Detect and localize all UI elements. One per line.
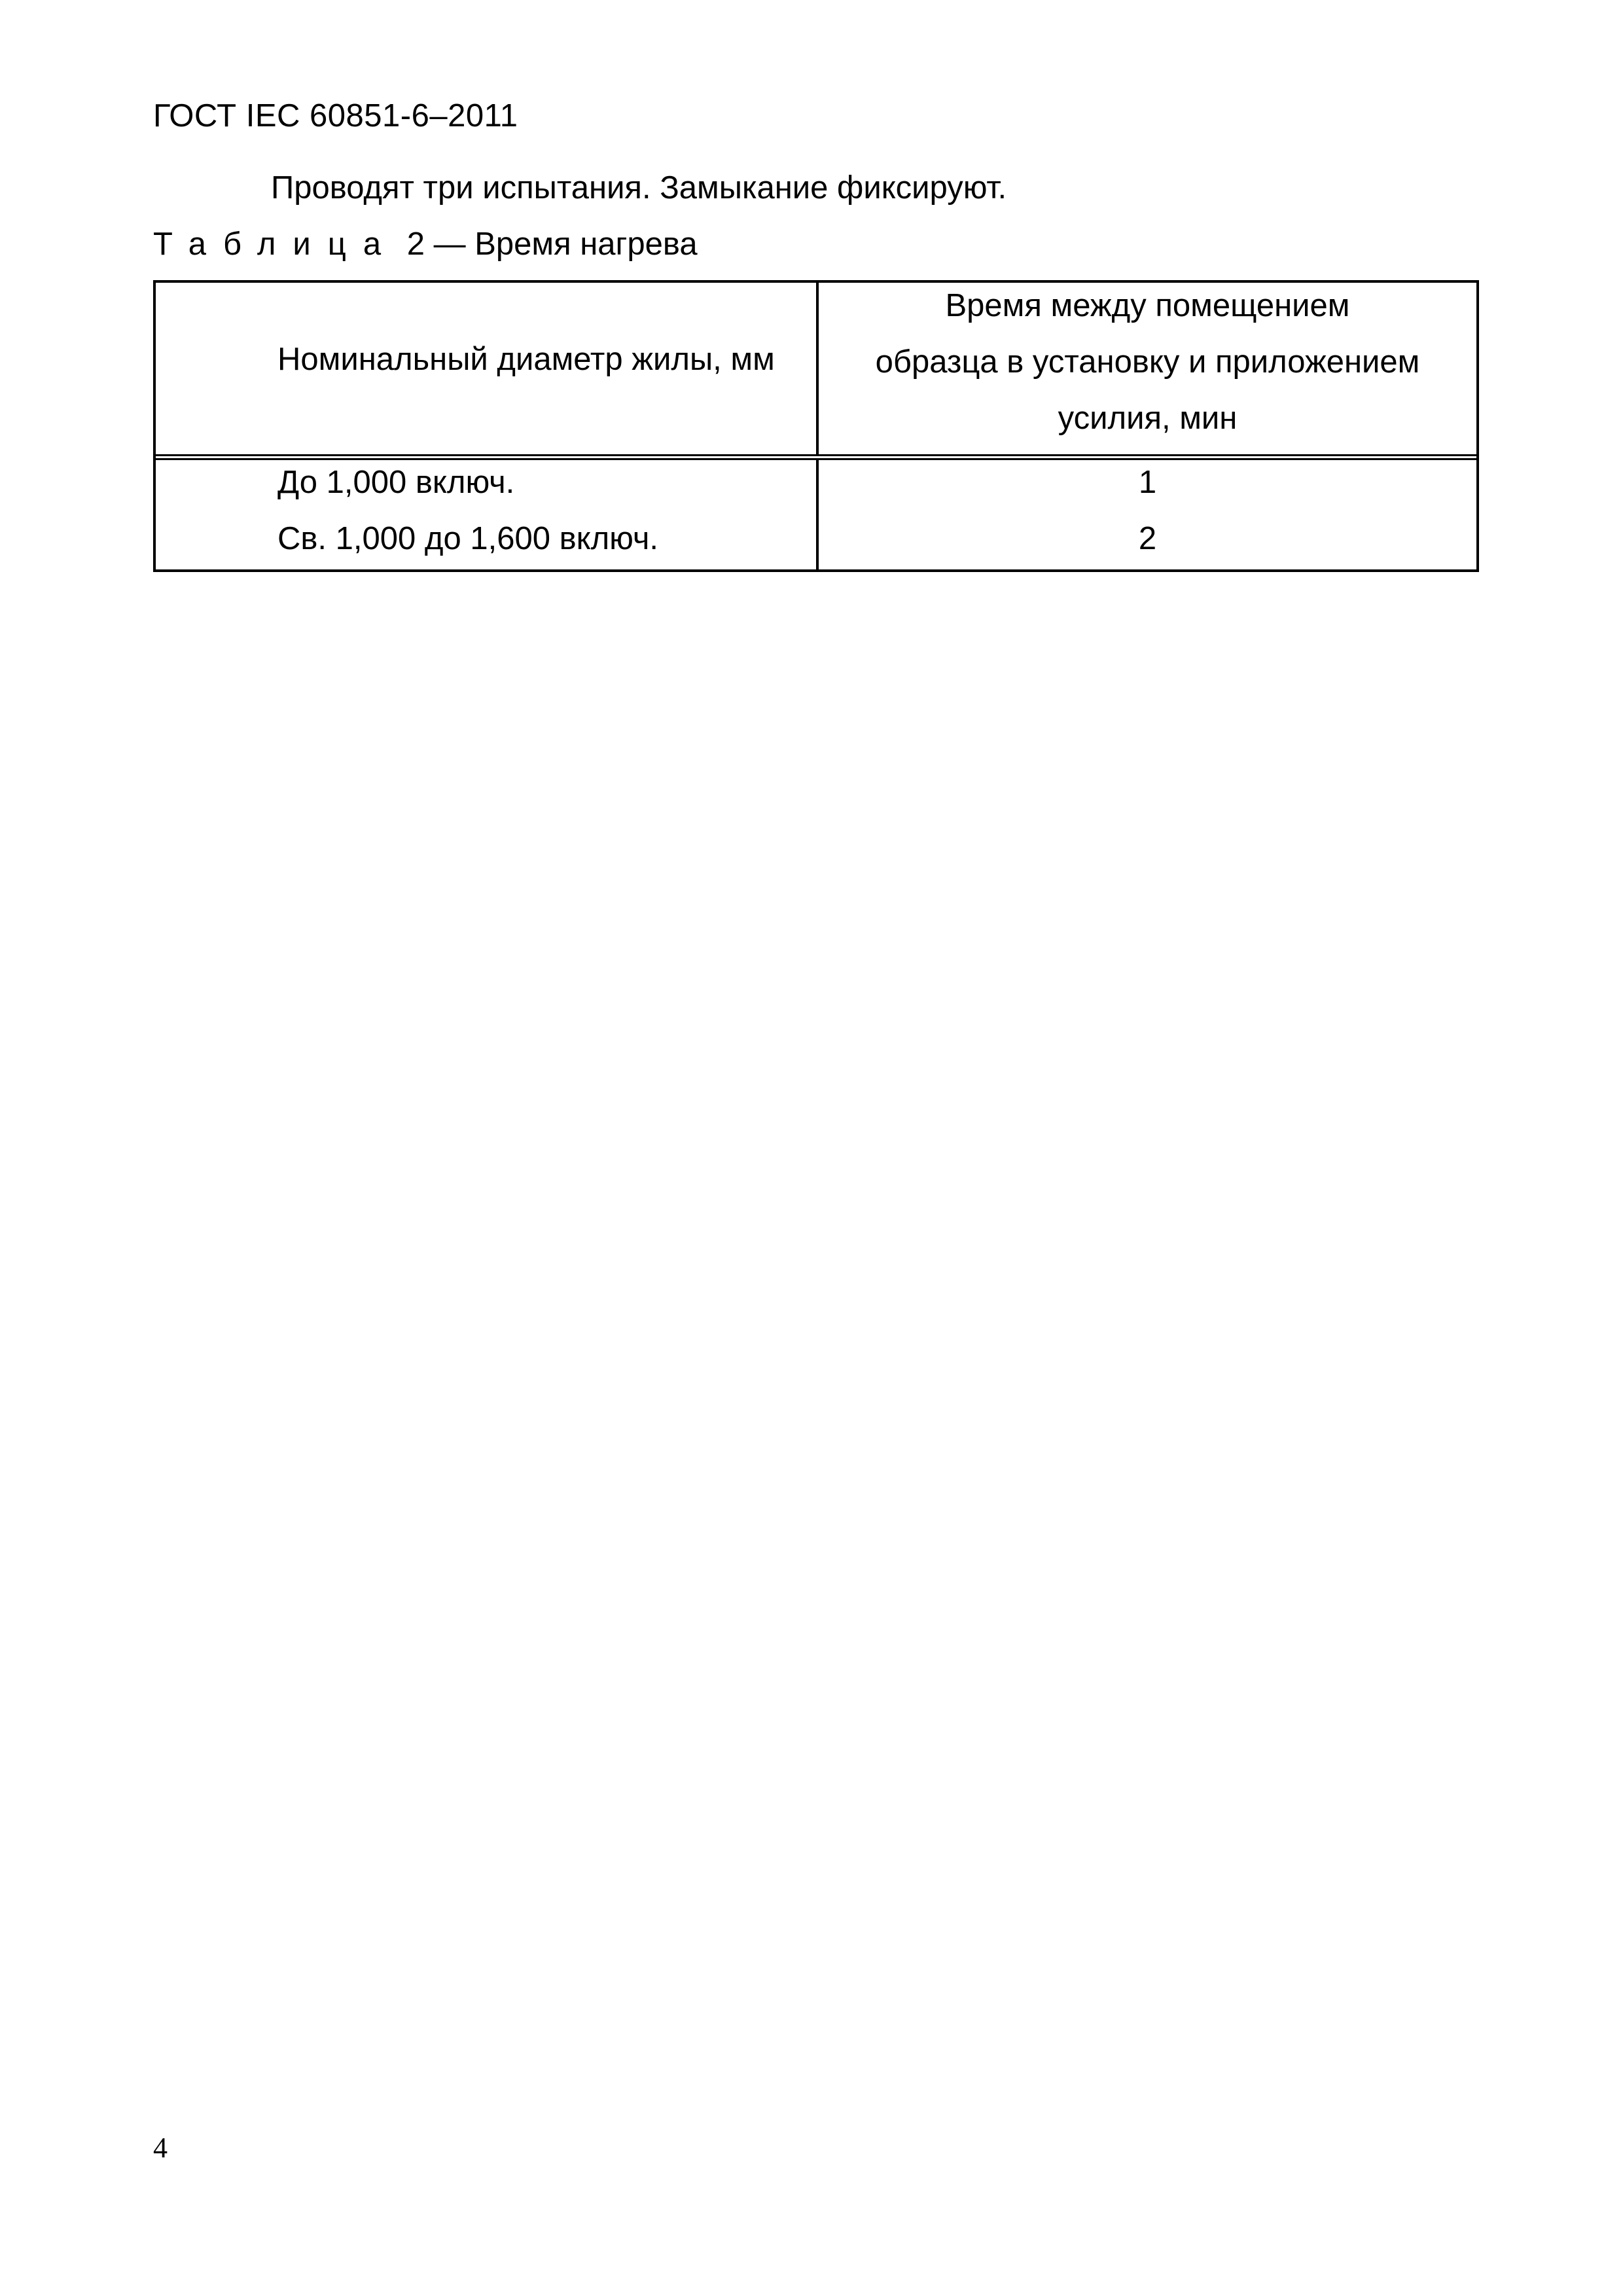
table-caption-word: Таблица (153, 226, 399, 262)
heating-time-table (153, 280, 1479, 572)
header-time-line-2: образца в установку и приложением (875, 344, 1420, 380)
header-time-line-3: усилия, мин (1058, 401, 1238, 436)
table-row-1-diameter: До 1,000 включ. (277, 465, 515, 500)
document-code: ГОСТ IEC 60851-6–2011 (153, 98, 518, 134)
table-row-2-diameter: Св. 1,000 до 1,600 включ. (277, 521, 658, 556)
header-time-line-1: Время между помещением (945, 288, 1350, 323)
table-caption-title: 2 — Время нагрева (406, 226, 698, 262)
page-number: 4 (153, 2132, 168, 2164)
table-row-1-time: 1 (1138, 465, 1157, 500)
header-nominal-diameter: Номинальный диаметр жилы, мм (277, 342, 775, 377)
table-caption (153, 224, 698, 264)
table-row-2-time: 2 (1138, 521, 1157, 556)
body-paragraph: Проводят три испытания. Замыкание фиксируют. (271, 170, 1007, 206)
table-header-divider (156, 454, 1476, 460)
header-time (819, 283, 1476, 454)
